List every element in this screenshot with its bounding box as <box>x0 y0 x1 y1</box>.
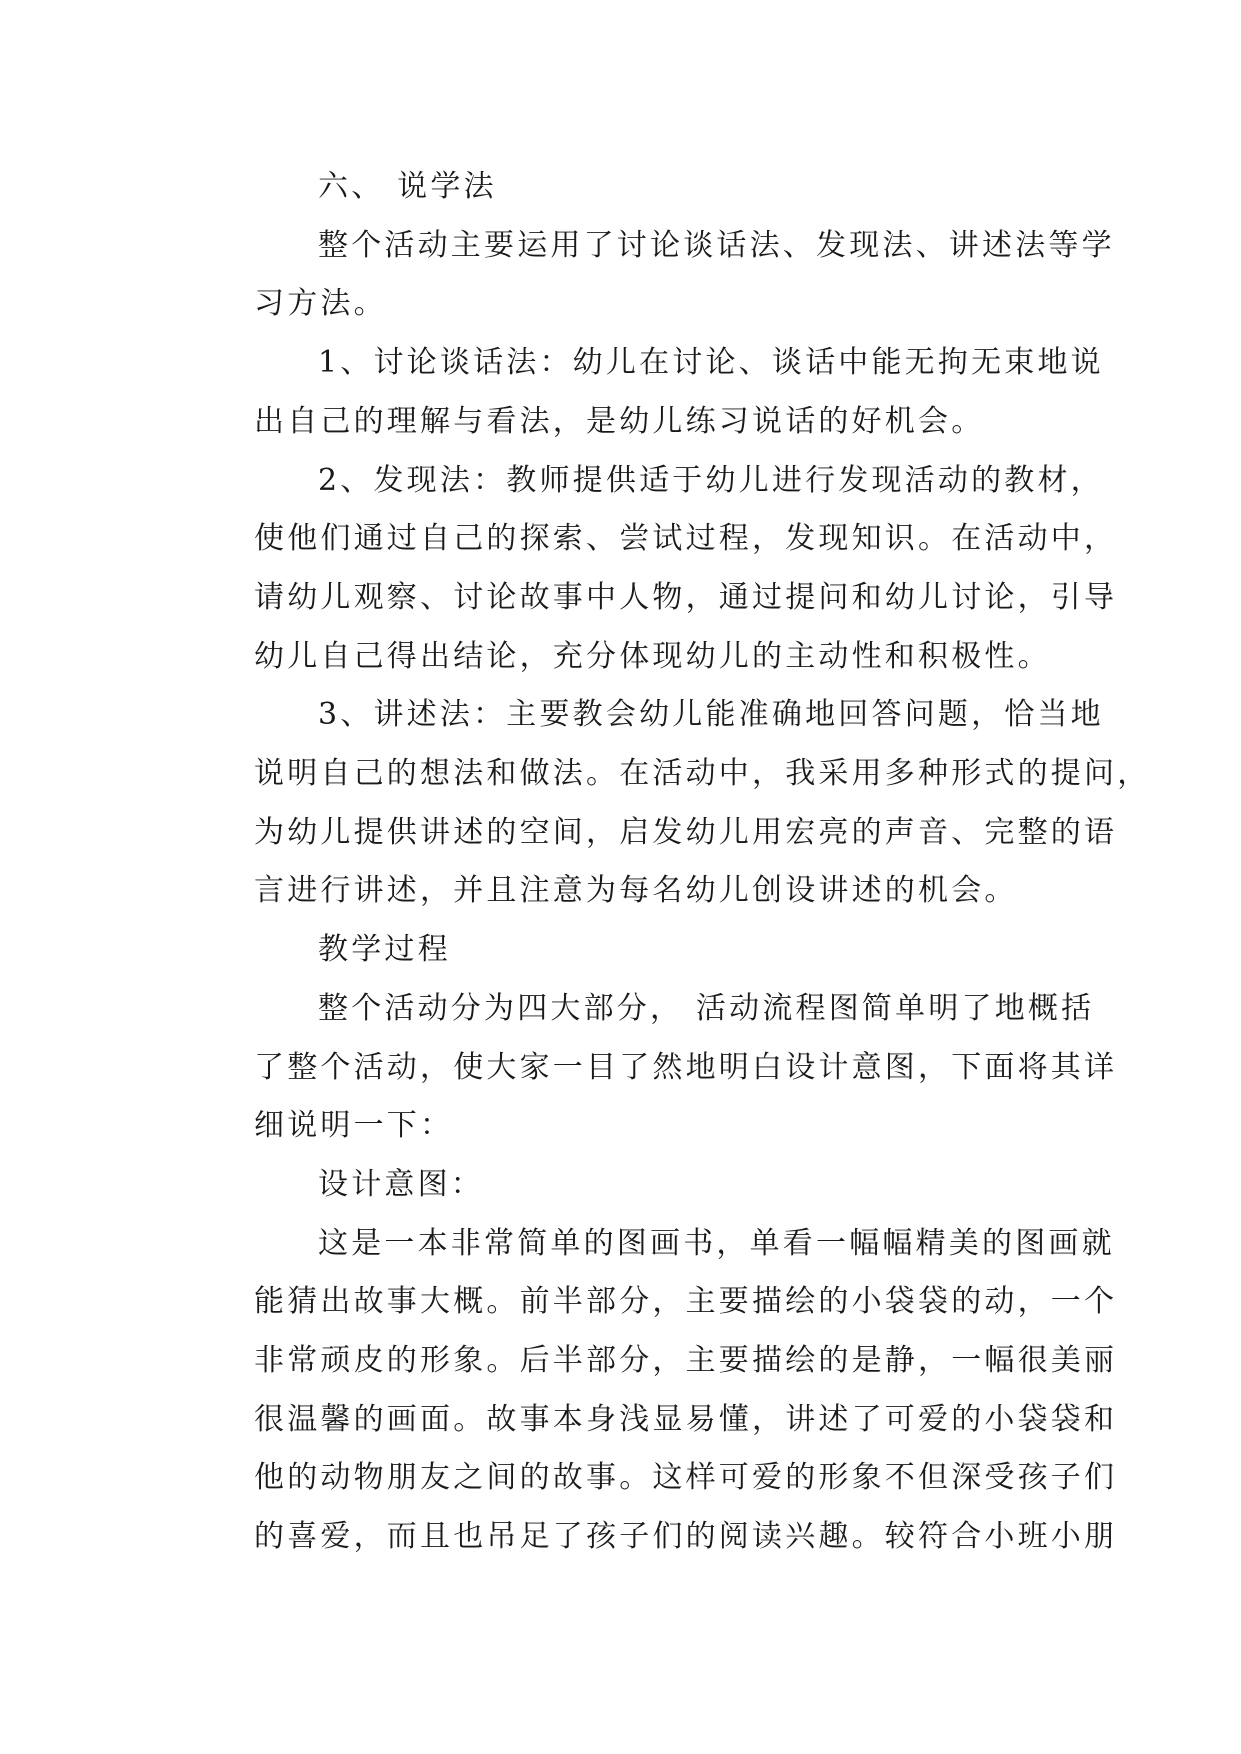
paragraph-intro <box>194 217 1115 334</box>
text-line: 整个活动分为四大部分， 活动流程图简单明了地概括 <box>318 990 1095 1026</box>
text-line: 2、发现法：教师提供适于幼儿进行发现活动的教材， <box>318 462 1104 498</box>
text-line: 为幼儿提供讲述的空间，启发幼儿用宏亮的声音、完整的语 <box>254 814 1118 850</box>
text-line: 出自己的理解与看法，是幼儿练习说话的好机会。 <box>254 403 985 439</box>
text-line: 了整个活动，使大家一目了然地明白设计意图，下面将其详 <box>254 1049 1118 1085</box>
paragraph-design-intent <box>194 1215 1118 1567</box>
paragraph-activity-overview <box>194 980 1118 1156</box>
text-line: 请幼儿观察、讨论故事中人物，通过提问和幼儿讨论，引导 <box>254 579 1118 615</box>
text-line: 这是一本非常简单的图画书，单看一幅幅精美的图画就 <box>318 1225 1115 1261</box>
text-line: 能猜出故事大概。前半部分，主要描绘的小袋袋的动，一个 <box>254 1284 1118 1320</box>
text-line: 细说明一下： <box>254 1108 454 1144</box>
heading-teaching-process <box>194 921 1054 980</box>
text-line: 1、讨论谈话法：幼儿在讨论、谈话中能无拘无束地说 <box>318 345 1104 381</box>
paragraph-discussion-method <box>194 334 1104 451</box>
document-body <box>194 158 1151 1567</box>
text-line: 非常顽皮的形象。后半部分，主要描绘的是静，一幅很美丽 <box>254 1343 1118 1379</box>
text-line: 言进行讲述，并且注意为每名幼儿创设讲述的机会。 <box>254 873 1018 909</box>
text-line: 整个活动主要运用了讨论谈话法、发现法、讲述法等学 <box>318 227 1115 263</box>
heading-study-method <box>194 158 1054 217</box>
text-line: 3、讲述法：主要教会幼儿能准确地回答问题，恰当地 <box>318 697 1104 733</box>
text-line: 幼儿自己得出结论，充分体现幼儿的主动性和积极性。 <box>254 638 1051 674</box>
heading-design-intent <box>194 1156 1054 1215</box>
text-line: 六、 说学法 <box>318 169 497 204</box>
text-line: 使他们通过自己的探索、尝试过程，发现知识。在活动中， <box>254 521 1118 557</box>
text-line: 的喜爱，而且也吊足了孩子们的阅读兴趣。较符合小班小朋 <box>254 1519 1118 1555</box>
text-line: 教学过程 <box>318 932 451 968</box>
paragraph-narration-method <box>194 686 1151 921</box>
text-line: 他的动物朋友之间的故事。这样可爱的形象不但深受孩子们 <box>254 1460 1118 1496</box>
text-line: 说明自己的想法和做法。在活动中，我采用多种形式的提问， <box>254 756 1151 792</box>
paragraph-discovery-method <box>194 452 1118 687</box>
text-line: 习方法。 <box>254 286 387 322</box>
text-line: 设计意图： <box>318 1166 484 1202</box>
text-line: 很温馨的画面。故事本身浅显易懂，讲述了可爱的小袋袋和 <box>254 1401 1118 1437</box>
